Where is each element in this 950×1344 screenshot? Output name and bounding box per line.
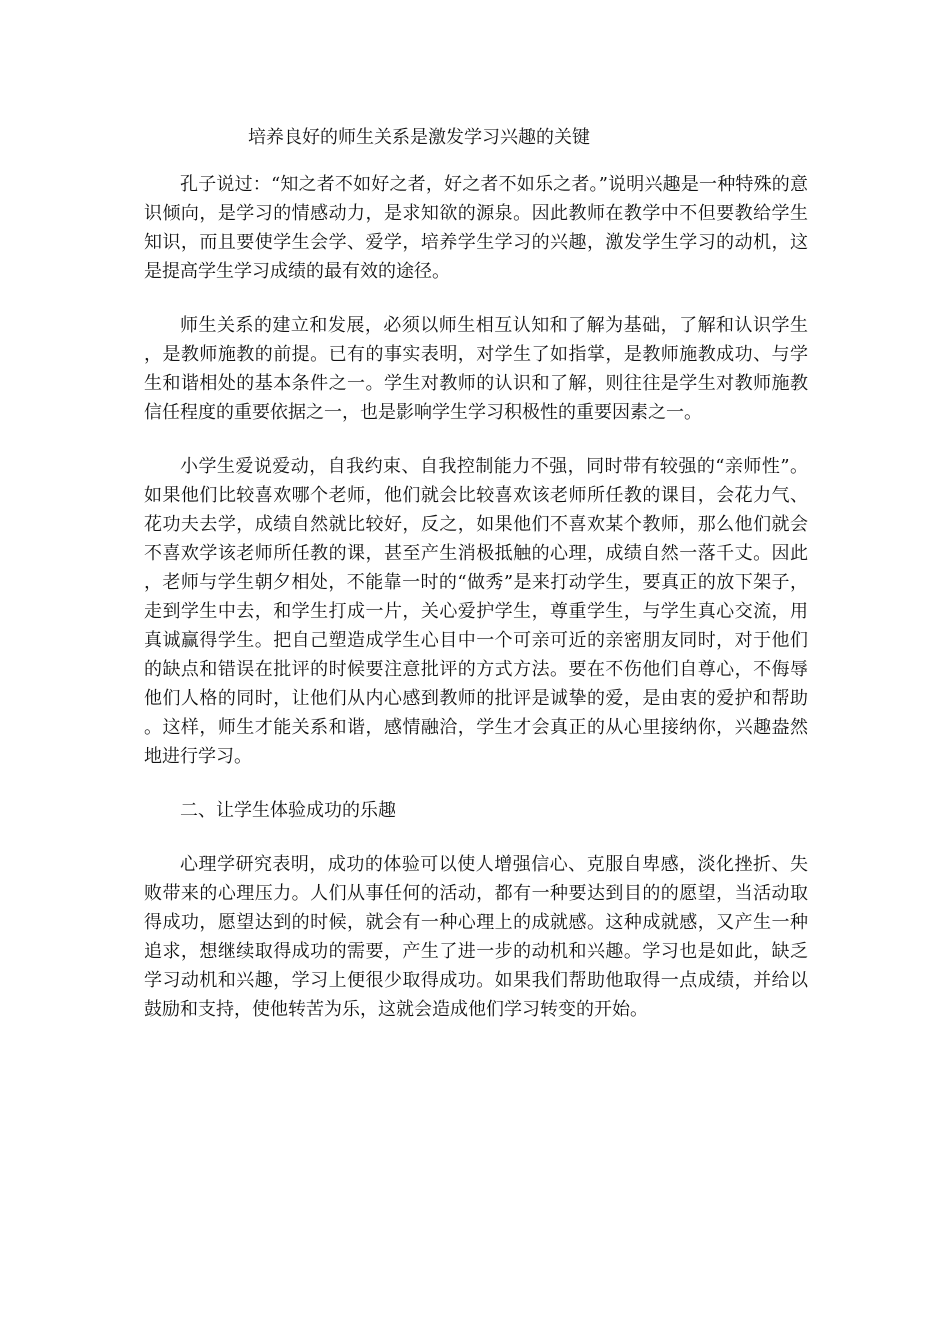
paragraph-intro: 孔子说过：“知之者不如好之者，好之者不如乐之者。”说明兴趣是一种特殊的意识倾向，是学习的情感动力，是求知欲的源泉。因此教师在教学中不但要教给学生知识，而且要使学生会学、爱学，培养学生学习的兴趣，激发学生学习的动机，这是提高学生学习成绩的最有效的途径。 <box>144 174 808 282</box>
paragraph-success: 心理学研究表明，成功的体验可以使人增强信心、克服自卑感，淡化挫折、失败带来的心理压力。人们从事任何的活动，都有一种要达到目的的愿望，当活动取得成功，愿望达到的时候，就会有一种心理上的成就感。这种成就感，又产生一种追求，想继续取得成功的需要，产生了进一步的动机和兴趣。学习也是如此，缺乏学习动机和兴趣，学习上便很少取得成功。如果我们帮助他取得一点成绩，并给以鼓励和支持，使他转苦为乐，这就会造成他们学习转变的开始。 <box>144 854 808 1020</box>
document-body <box>144 170 808 1049</box>
section-heading: 二、让学生体验成功的乐趣 <box>180 800 396 821</box>
document-title: 培养良好的师生关系是激发学习兴趣的关键 <box>248 127 590 148</box>
paragraph-students: 小学生爱说爱动，自我约束、自我控制能力不强，同时带有较强的“亲师性”。如果他们比较喜欢哪个老师，他们就会比较喜欢该老师所任教的课目，会花力气、花功夫去学，成绩自然就比较好，反之，如果他们不喜欢某个教师，那么他们就会不喜欢学该老师所任教的课，甚至产生消极抵触的心理，成绩自然一落千丈。因此，老师与学生朝夕相处，不能靠一时的“做秀”是来打动学生，要真正的放下架子，走到学生中去，和学生打成一片，关心爱护学生，尊重学生，与学生真心交流，用真诚赢得学生。把自己塑造成学生心目中一个可亲可近的亲密朋友同时，对于他们的缺点和错误在批评的时候要注意批评的方式方法。要在不伤他们自尊心，不侮辱他们人格的同时，让他们从内心感到教师的批评是诚挚的爱，是由衷的爱护和帮助。这样，师生才能关系和谐，感情融洽，学生才会真正的从心里接纳你，兴趣盎然地进行学习。 <box>144 456 808 767</box>
paragraph-relationship: 师生关系的建立和发展，必须以师生相互认知和了解为基础，了解和认识学生，是教师施教的前提。已有的事实表明，对学生了如指掌，是教师施教成功、与学生和谐相处的基本条件之一。学生对教师的认识和了解，则往往是学生对教师施教信任程度的重要依据之一，也是影响学生学习积极性的重要因素之一。 <box>144 315 808 423</box>
